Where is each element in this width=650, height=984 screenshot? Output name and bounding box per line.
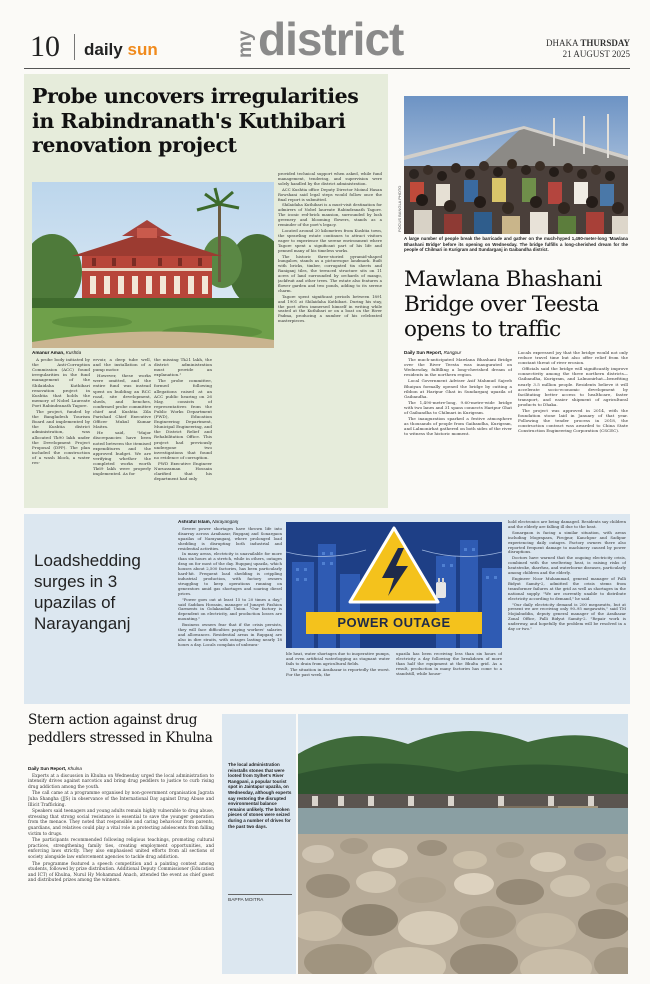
kuthibari-headline: Probe uncovers irregularities in Rabindranath's Kuthibari renovation project <box>32 84 359 157</box>
loadshedding-c1-p3: "Power goes out at least 15 to 20 times a day," said Saddam Hossain, manager of Junayet Fashion Garments in Golakandail Union. "Our factory is dependent on electricity, and production losses are mounting." <box>178 596 282 622</box>
loadshedding-byline-name: Ashraful Islam, <box>178 520 211 524</box>
loadshedding-column-2 <box>286 652 390 700</box>
brand-logo <box>84 40 158 60</box>
kuthibari-photo-svg <box>32 182 274 348</box>
kuthibari-c4-p3: Shilaidaha Kuthibari is a must-visit destination for admirers of Nobel laureate Rabindranath Tagore. The iconic red-brick mansion, surrounded by lush greenery and blooming flowers, stands as a reminder of the poet's legacy. <box>278 202 382 228</box>
kuthibari-c3-p2: The probe committee, formed following allegations raised at an ACC public hearing on 26 May, consists of representatives from the Public Works Department (PWD), Education Engineering Department, Municipal Engineering, and the District Relief and Rehabilitation Office. This project had previously undergone two investigations that found no evidence of corruption. <box>154 378 212 460</box>
kuthibari-c2-p2: However, these works were omitted, and the entire fund was instead spent on building an RCC road, site development, sheds, and benches, confirmed probe committee chief and Kushtia Zila Parishad Chief Executive Officer Mukul Kumar Maitra. <box>93 373 151 430</box>
dateline-date: 21 AUGUST 2025 <box>562 49 630 59</box>
kuthibari-c4-p5: The historic three-storied pyramid-shaped bungalow, stands as a picturesque landmark. Built with bricks, timber, corrugated tin sheets and Raniganj tiles, the terraced structure sits on 11 acres of land surrounded by orchards of mango, jackfruit and other trees. The estate also features a flower garden and two ponds, adding to its serene charm. <box>278 253 382 293</box>
stones-photo <box>298 714 628 974</box>
brand-daily: daily <box>84 40 123 59</box>
khulna-p1: Experts at a discussion in Khulna on Wednesday urged the local administration to intensify drives against narcotics and bring drug peddlers to justice to curb rising drug addiction among the youth. <box>28 773 214 790</box>
khulna-headline: Stern action against drug peddlers stressed in Khulna <box>28 712 213 746</box>
stones-caption-box <box>222 714 296 974</box>
teesta-headline: Mawlana Bhashani Bridge over Teesta opens to traffic <box>404 267 602 342</box>
teesta-c2-p3: The project was approved in 2014, with the foundation stone laid in January of that year. Following the tender process in 2018, the construction contract was awarded to China State Construction Engineering Corporation (CSCEC). <box>518 408 628 434</box>
power-outage-graphic <box>286 522 502 648</box>
teesta-column-1 <box>404 350 512 504</box>
kuthibari-byline-name: Amanur Aman, <box>32 350 65 355</box>
loadshedding-c1-p1: Severe power shortages have thrown life into disarray across Araihazar, Rupganj and Sonargaon upazilas of Narayanganj, where prolonged load shedding is disrupting both industrial and residential activities. <box>178 525 282 551</box>
kuthibari-c2-p3: He said, "Major discrepancies have been noted between the itemised expenditures and the approved budget. We are verifying whether the completed works worth Tk69 lakh were properly implemented. As for <box>93 430 151 477</box>
section-name: district <box>258 13 404 65</box>
loadshedding-column-1 <box>178 520 282 700</box>
kuthibari-column-3 <box>154 357 212 502</box>
teesta-byline <box>404 350 512 355</box>
power-outage-label: POWER OUTAGE <box>337 615 451 630</box>
kuthibari-c4-p2: ACC Kushtia office Deputy Director Moinul Hasan Rowshani said legal steps would follow once the final report is submitted. <box>278 186 382 202</box>
kuthibari-c1-p1: A probe body initiated by the Anti-Corruption Commission (ACC) found irregularities in the fund management of the Shilaidaha Kuthibari renovation project in Kushtia that holds the memory of Nobel Laureate Poet Rabindranath Tagore. <box>32 357 90 408</box>
teesta-c1-p4: The inauguration sparked a festive atmosphere as thousands of people from Gaibandha, Kurigram, and Lalmonirhat gathered on both sides of the river to witness the historic moment. <box>404 416 512 437</box>
masthead-rule <box>24 68 630 69</box>
section-my: my <box>235 30 256 58</box>
kuthibari-c3-p1: the missing Tk21 lakh, the district administration must provide an explanation." <box>154 357 212 378</box>
kuthibari-c4-p1: provided technical support when asked, while fund management, tendering, and supervision were solely handled by the district administration. <box>278 172 382 186</box>
teesta-c2-p2: Officials said the bridge will significantly improve connectivity among the three northern districts—Gaibandha, Kurigram, and Lalmonirhat—benefiting nearly 3.5 million people. Residents believe it will accelerate socio-economic development by facilitating better access to healthcare, faster transport, and easier shipment of agricultural products to Dhaka. <box>518 366 628 407</box>
teesta-caption: A large number of people break the barricade and gather on the much-hyped 1,490-meter-long 'Mawlana Bhashani Bridge' before its opening on Wednesday. The bridge fulfills a long-cherished dream for the people of Chilmari in Kurigram and Sundarganj in Gaibandha district. <box>404 236 628 252</box>
khulna-byline-place: Khulna <box>67 766 82 771</box>
khulna-p4: The participants recommended following religious teachings, promoting cultural practices, strengthening family ties, creating employment opportunities, and enforcing laws strictly. They also emphasised united efforts from all sections of society alongside law enforcement agencies to tackle drug addiction. <box>28 838 214 860</box>
kuthibari-c1-p2: The project, funded by the Bangladesh Tourism Board and implemented by the Kushtia district administration, was allocated Tk90 lakh under the Development Project Proposal (DPP). The plan included the construction of a wash block, a water res- <box>32 409 90 465</box>
khulna-p3: Speakers said teenagers and young adults remain highly vulnerable to drug abuse, stressing that strong social resistance is essential to save the younger generation from the menace. They noted that responsible and caring behaviour from parents, guardians, and relatives could play a vital role in protecting adolescents from falling victim to drugs. <box>28 809 214 837</box>
kuthibari-column-4 <box>278 172 382 504</box>
teesta-photo-credit: FOCUS BANGLA PHOTO <box>397 185 402 232</box>
loadshedding-headline: Loadshedding surges in 3 upazilas of Narayanganj <box>34 551 141 633</box>
masthead-divider <box>74 34 75 60</box>
teesta-photo <box>404 96 628 234</box>
stones-caption: The local administration reinstalls stones that were looted from Sylhet's River Rangpani, a popular tourist spot in Jaintapur upazila, on Wednesday, although experts say restoring the disrupted environmental balance remains unlikely. The broken pieces of stones were seized during a number of drives for the past two days. <box>228 762 292 829</box>
loadshedding-c4-p2: Sonargaon is facing a similar situation, with areas including Mograpara, Pirojpur, Kanchpur and Sadipur experiencing daily outages. Factory owners there also reported frequent damage to machinery caused by power disruptions. <box>508 529 626 555</box>
loadshedding-c1-p2: In many areas, electricity is unavailable for more than six hours at a stretch, while in others, outages drag on for most of the day. Rupganj upazila, which houses about 2,500 factories, has been particularly hard-hit. Frequent load shedding is crippling industrial production, with factory owners struggling to keep operations running on generators amid gas shortages and soaring diesel prices. <box>178 551 282 596</box>
teesta-byline-place: Rangpur <box>443 350 462 355</box>
kuthibari-photo <box>32 182 274 348</box>
dateline <box>546 38 630 60</box>
khulna-byline-name: Daily Sun Report, <box>28 766 67 771</box>
loadshedding-c4-p4: Engineer Noor Muhammad, general manager of Palli Bidyut Samity-2, admitted the crisis stems from transformer failures at the grid as well as shortages in the national supply. "We are currently unable to distribute electricity according to demand," he said. <box>508 575 626 601</box>
page-number: 10 <box>30 30 60 63</box>
kuthibari-c2-p1: ervoir, a deep tube well, and the installation of a pump motor. <box>93 357 151 373</box>
kuthibari-column-2 <box>93 357 151 502</box>
dateline-city: DHAKA <box>546 38 579 48</box>
loadshedding-c1-p4: Business owners fear that if the crisis persists, they will face difficulties paying workers' salaries and allowances. Residential areas in Rupganj are also in dire straits, with outages lasting nearly 18 hours a day. Locals complain of unbeara- <box>178 622 282 647</box>
loadshedding-c2-p1: ble heat, water shortages due to inoperative pumps, and even artificial waterlogging as stagnant water fails to drain from agricultural fields. <box>286 652 390 666</box>
khulna-p5: The programme featured a speech competition and a painting contest among students, followed by prize distribution. Additional Deputy Commissioner (Education and ICT) of Khulna, Nurul Hy Mohammad Anach, attended the event as chief guest and distributed prizes among the winners. <box>28 861 214 884</box>
loadshedding-c4-p1: hold electronics are being damaged. Residents say children and the elderly are falling ill due to the heat. <box>508 520 626 529</box>
loadshedding-c3-p1: upazila has been receiving less than six hours of electricity a day following the breakdown of more than half the equipment at the Bhulta grid. As a result, production in many factories has come to a standstill, while house- <box>396 652 502 676</box>
khulna-p2: The call came at a programme organised by non-government organisation Jagrata Juba Shangha (JJS) in observance of the International Day against Drug Abuse and Illicit Trafficking. <box>28 791 214 808</box>
teesta-column-2 <box>518 350 628 504</box>
kuthibari-column-1 <box>32 350 90 502</box>
khulna-body <box>28 766 214 974</box>
teesta-c1-p1: The much-anticipated Mawlana Bhashani Bridge over the River Teesta was inaugurated on Wednesday, fulfilling a long-cherished dream of residents in the northern region. <box>404 357 512 378</box>
brand-sun: sun <box>127 40 158 59</box>
teesta-c1-p3: The 1,490-metre-long, 9.60-metre-wide bridge with two lanes and 31 spans connects Haripur Ghat of Gaibandha to Chilmari in Kurigram. <box>404 399 512 416</box>
kuthibari-byline-place: Kushtia <box>65 350 82 355</box>
kuthibari-c4-p6: Tagore spent significant periods between 1891 and 1901 at Shilaidaha Kuthibari. During his stay, the poet often immersed himself in writing while seated at the Kuthibari or on a boat on the River Padma, producing a number of his celebrated masterpieces. <box>278 293 382 324</box>
stones-photo-credit: BAPPA MOITRA <box>228 894 292 903</box>
stones-photo-svg <box>298 714 628 974</box>
loadshedding-column-3 <box>396 652 502 700</box>
loadshedding-byline-place: Narayanganj <box>212 520 239 524</box>
kuthibari-c3-p3: PWD Executive Engineer Nuruzzaman Hossain clarified that his department had only <box>154 460 212 482</box>
teesta-c2-p1: Locals expressed joy that the bridge would not only reduce travel time but also offer relief from the constant threat of river erosion. <box>518 350 628 366</box>
kuthibari-byline <box>32 350 90 355</box>
loadshedding-c4-p5: "Our daily electricity demand is 200 megawatts, but at present we are receiving only 90–95 megawatts," said TM Mojiabuddin, deputy general manager of the Araihazar Zonal Office, Palli Bidyut Samity-2. "Repair work is underway, and hopefully the problem will be resolved in a day or two." <box>508 601 626 632</box>
khulna-byline <box>28 766 214 772</box>
kuthibari-c4-p4: Located around 20 kilometres from Kushtia town, the sprawling estate continues to attract visitors eager to experience the serene environment where Tagore spent a significant part of his life and penned many of his timeless works. <box>278 227 382 253</box>
dateline-day: THURSDAY <box>580 38 630 48</box>
loadshedding-c4-p3: Doctors have warned that the ongoing electricity crisis, combined with the sweltering heat, is raising risks of heatstroke, diarrhea, and waterborne diseases, particularly among children and the elderly. <box>508 555 626 576</box>
loadshedding-c2-p2: The situation in Araihazar is reportedly the worst. For the past week, the <box>286 666 390 677</box>
loadshedding-column-4 <box>508 520 626 700</box>
teesta-c1-p2: Local Government Adviser Asif Mahmud Sajeeb Bhuiyan formally opened the bridge by cutting a ribbon at Haripur Ghat in Sundarganj upazila of Gaibandha. <box>404 378 512 399</box>
teesta-byline-name: Daily Sun Report, <box>404 350 443 355</box>
masthead <box>0 0 650 74</box>
teesta-photo-svg <box>404 96 628 234</box>
loadshedding-byline <box>178 520 282 525</box>
